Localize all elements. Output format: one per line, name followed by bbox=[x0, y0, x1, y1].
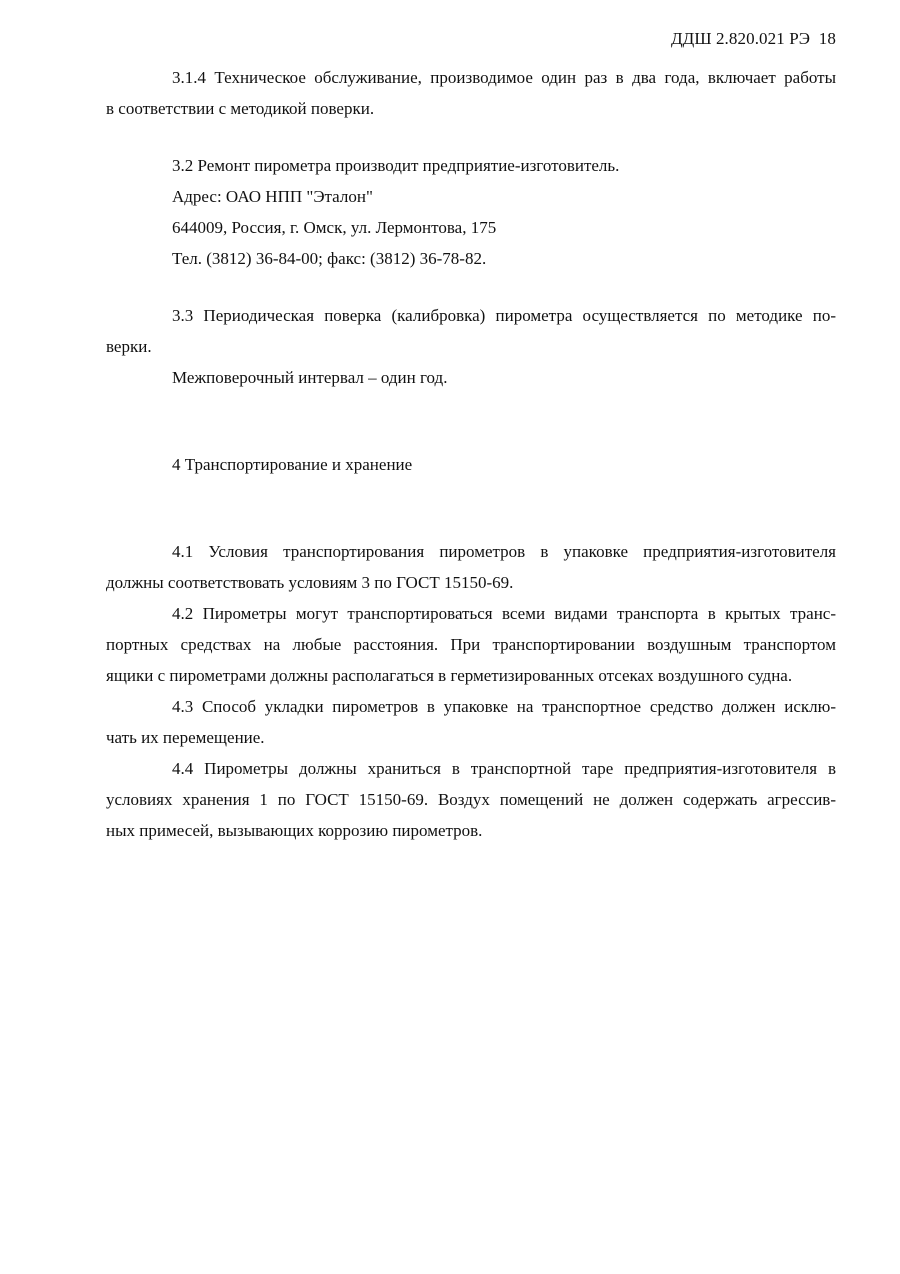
paragraph-4-1 bbox=[106, 536, 836, 598]
paragraph-4-3 bbox=[106, 691, 836, 753]
paragraph-line: 3.3 Периодическая поверка (калибровка) пирометра осуществляется по методике по- bbox=[172, 306, 836, 325]
page-header bbox=[671, 28, 836, 50]
paragraph-line: 4.3 Способ укладки пирометров в упаковке на транспортное средство должен исклю- bbox=[172, 697, 836, 716]
paragraph-line: условиях хранения 1 по ГОСТ 15150-69. Воздух помещений не должен содержать агрессив- bbox=[106, 790, 836, 809]
verification-interval: Межповерочный интервал – один год. bbox=[172, 368, 448, 387]
paragraph-line: должны соответствовать условиям 3 по ГОСТ 15150-69. bbox=[106, 573, 514, 592]
paragraph-line: 4.4 Пирометры должны храниться в транспортной таре предприятия-изготовителя в bbox=[172, 759, 836, 778]
paragraph-3-1-4 bbox=[106, 62, 836, 124]
paragraph-line: верки. bbox=[106, 337, 152, 356]
manufacturer-phone: Тел. (3812) 36-84-00; факс: (3812) 36-78-82. bbox=[172, 249, 487, 268]
paragraph-line: 3.2 Ремонт пирометра производит предприятие-изготовитель. bbox=[172, 156, 620, 175]
spacer bbox=[106, 274, 836, 300]
spacer bbox=[106, 393, 836, 449]
paragraph-line: 4.2 Пирометры могут транспортироваться всеми видами транспорта в крытых транс- bbox=[172, 604, 836, 623]
paragraph-3-3 bbox=[106, 300, 836, 393]
manufacturer-postal-address: 644009, Россия, г. Омск, ул. Лермонтова, 175 bbox=[172, 218, 497, 237]
paragraph-line: портных средствах на любые расстояния. При транспортировании воздушным транспортом bbox=[106, 635, 836, 654]
paragraph-line: ных примесей, вызывающих коррозию пирометров. bbox=[106, 821, 483, 840]
paragraph-3-2 bbox=[106, 150, 836, 274]
document-code: ДДШ 2.820.021 РЭ bbox=[670, 29, 811, 48]
spacer bbox=[106, 480, 836, 536]
paragraph-4-4 bbox=[106, 753, 836, 846]
paragraph-line: в соответствии с методикой поверки. bbox=[106, 99, 375, 118]
paragraph-line: ящики с пирометрами должны располагаться в герметизированных отсеках воздушного судна. bbox=[106, 666, 793, 685]
manufacturer-address: Адрес: ОАО НПП "Эталон" bbox=[172, 187, 373, 206]
spacer bbox=[106, 124, 836, 150]
paragraph-line: 4.1 Условия транспортирования пирометров в упаковке предприятия-изготовителя bbox=[172, 542, 836, 561]
page-number: 18 bbox=[818, 29, 836, 48]
paragraph-4-2 bbox=[106, 598, 836, 691]
section-heading: 4 Транспортирование и хранение bbox=[172, 455, 413, 474]
paragraph-line: чать их перемещение. bbox=[106, 728, 265, 747]
document-body bbox=[106, 62, 836, 846]
paragraph-line: 3.1.4 Техническое обслуживание, производимое один раз в два года, включает работы bbox=[172, 68, 836, 87]
